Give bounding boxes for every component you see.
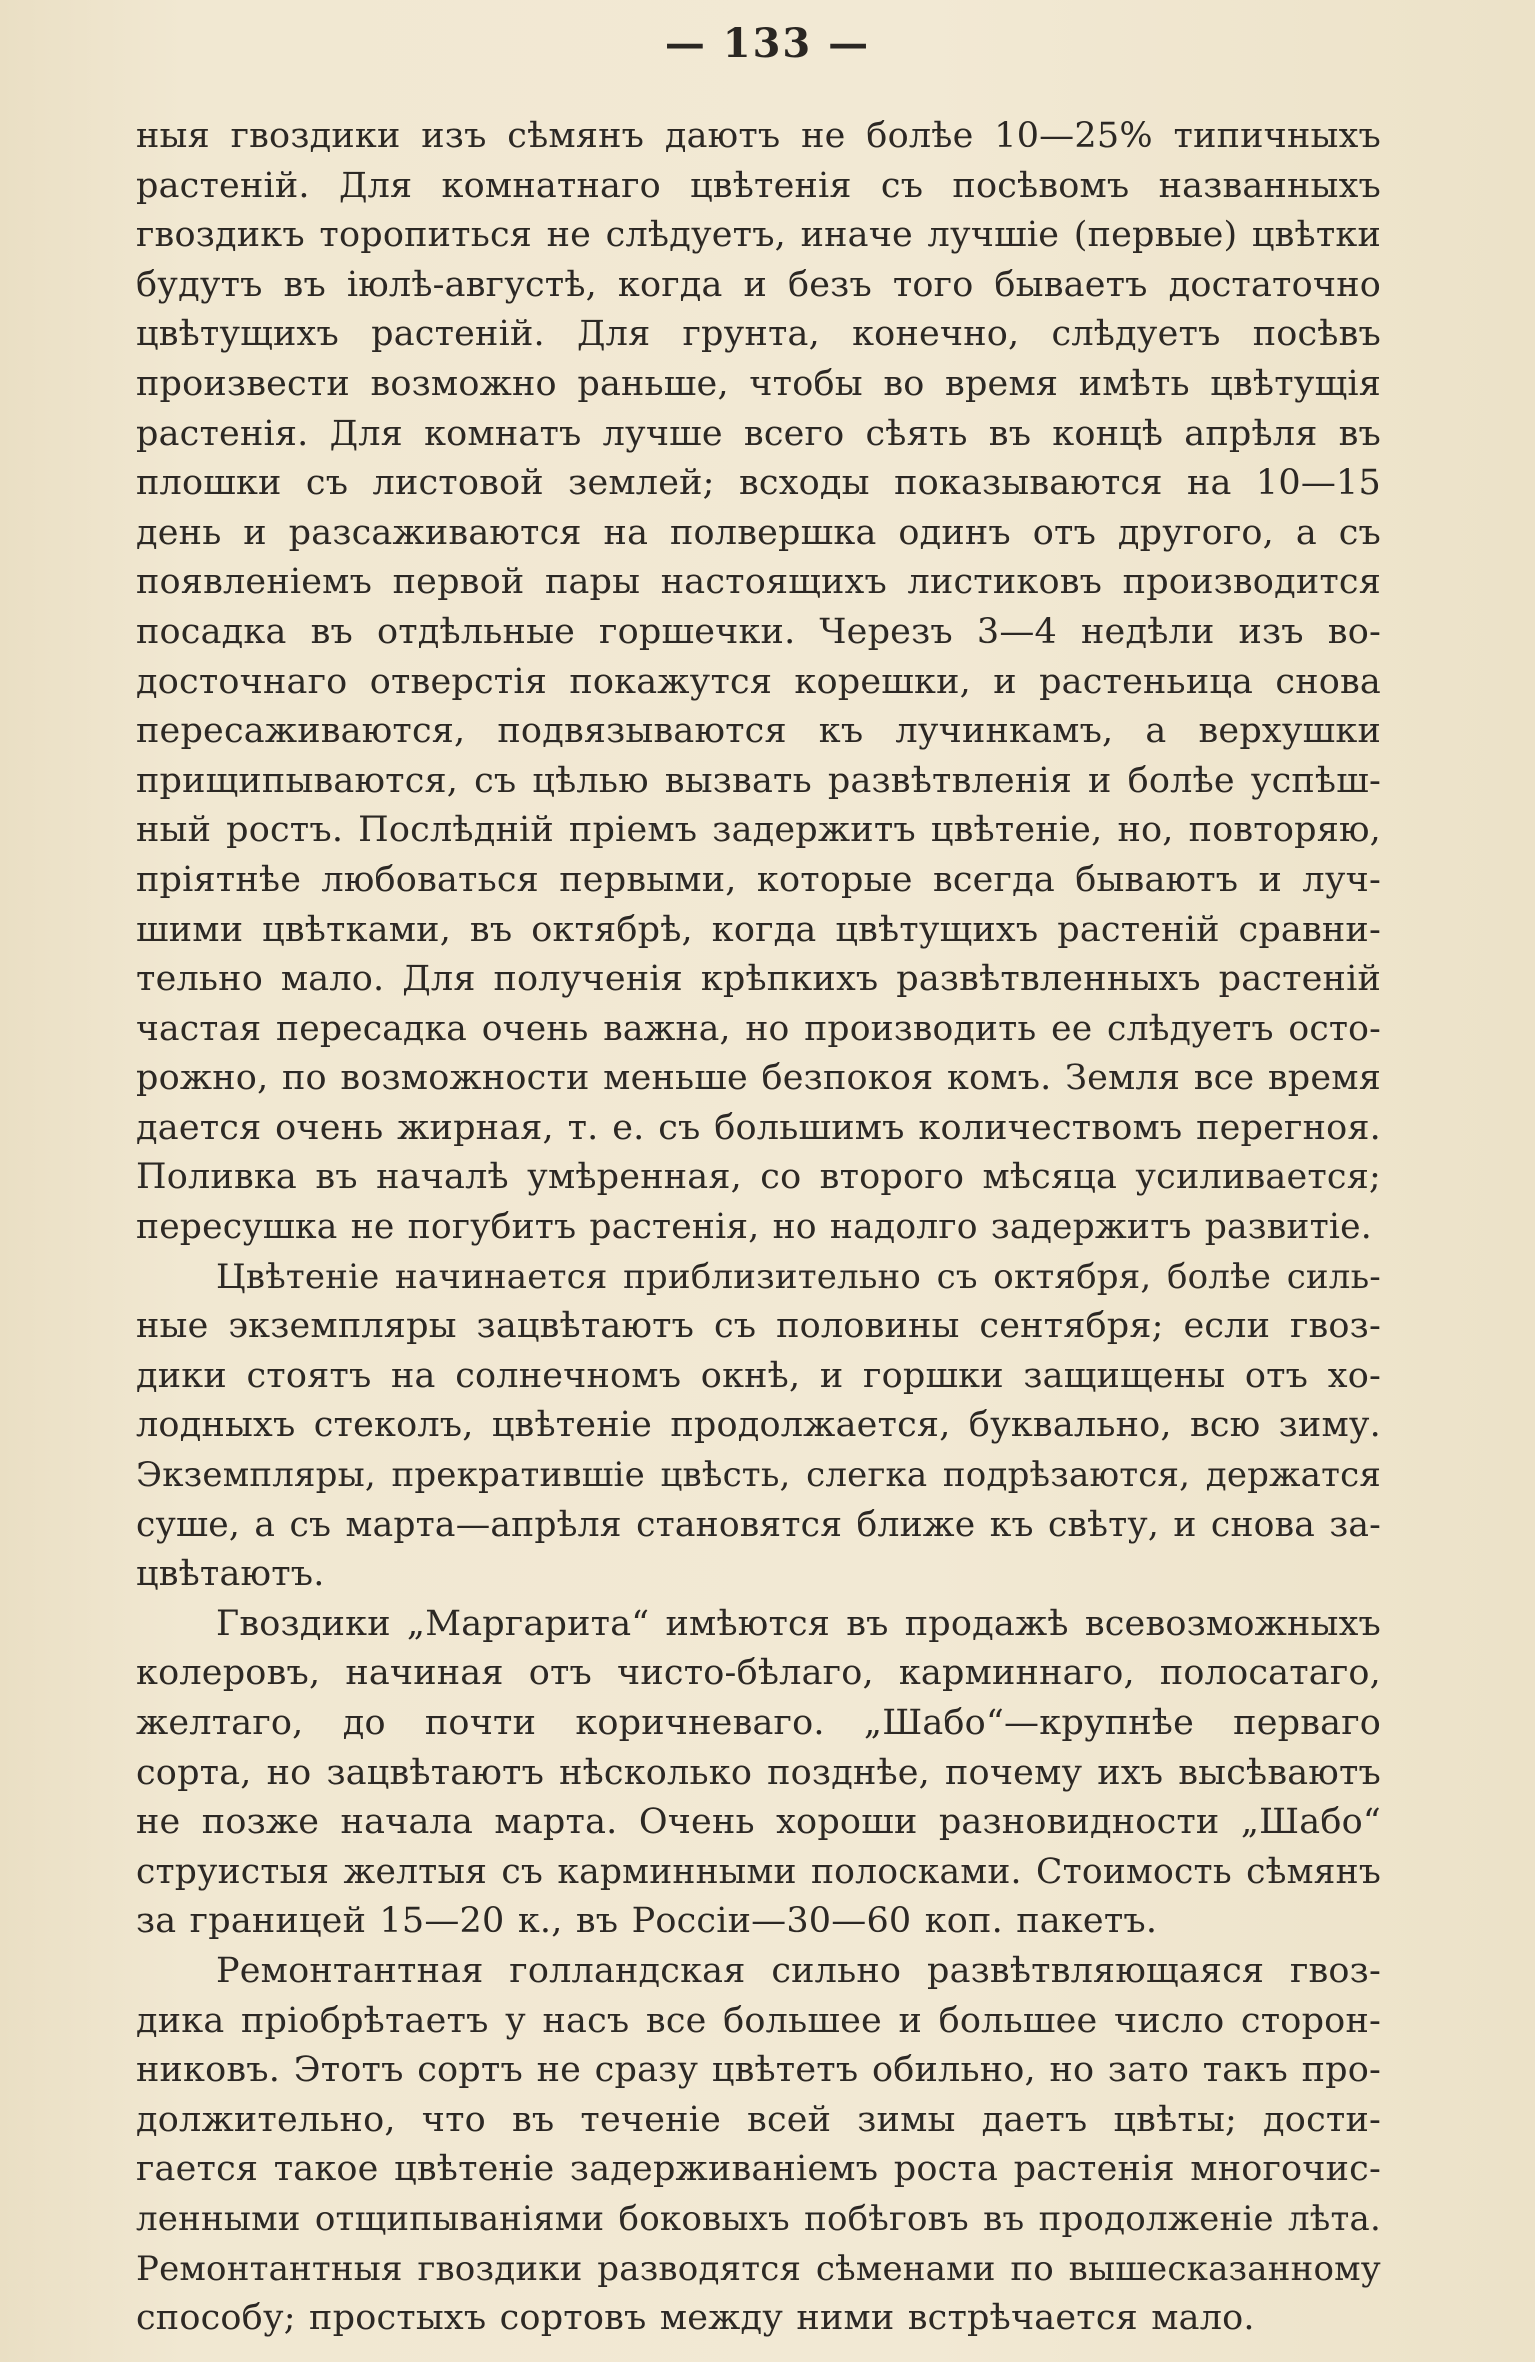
- text-line: появленіемъ первой пары настоящихъ листиковъ производится: [136, 562, 1381, 603]
- text-line: прищипываются, съ цѣлью вызвать развѣтвленія и болѣе успѣш-: [136, 760, 1381, 801]
- text-line: растенія. Для комнатъ лучше всего сѣять въ концѣ апрѣля въ: [136, 413, 1381, 454]
- page-number: — 133 —: [664, 20, 871, 67]
- text-line: Ремонтантная голландская сильно развѣтвляющаяся гвоз-: [216, 1950, 1381, 1991]
- paragraph-1: [136, 112, 1381, 1253]
- text-line: колеровъ, начиная отъ чисто-бѣлаго, карминнаго, полосатаго,: [136, 1653, 1381, 1694]
- paragraph-3: [136, 1600, 1381, 1947]
- text-line: посадка въ отдѣльные горшечки. Черезъ 3—4 недѣли изъ во-: [136, 611, 1381, 652]
- text-line: тельно мало. Для полученія крѣпкихъ развѣтвленныхъ растеній: [136, 959, 1381, 1000]
- text-line: пересушка не погубитъ растенія, но надолго задержитъ развитіе.: [136, 1207, 1372, 1248]
- text-line: должительно, что въ теченіе всей зимы даетъ цвѣты; дости-: [136, 2099, 1381, 2140]
- text-line: дается очень жирная, т. е. съ большимъ количествомъ перегноя.: [136, 1107, 1381, 1148]
- text-line: за границей 15—20 к., въ Россіи—30—60 коп. пакетъ.: [136, 1901, 1158, 1942]
- text-line: ный ростъ. Послѣдній пріемъ задержитъ цвѣтеніе, но, повторяю,: [136, 810, 1381, 851]
- text-line: досточнаго отверстія покажутся корешки, и растеньица снова: [136, 661, 1381, 702]
- text-line: будутъ въ іюлѣ-августѣ, когда и безъ того бываетъ достаточно: [136, 264, 1381, 305]
- text-line: пересаживаются, подвязываются къ лучинкамъ, а верхушки: [136, 711, 1381, 752]
- text-line: гвоздикъ торопиться не слѣдуетъ, иначе лучшіе (первые) цвѣтки: [136, 215, 1381, 256]
- text-line: день и разсаживаются на полвершка одинъ отъ другого, а съ: [136, 512, 1381, 553]
- text-line: Гвоздики „Маргарита“ имѣются въ продажѣ всевозможныхъ: [216, 1603, 1381, 1644]
- text-line: ные экземпляры зацвѣтаютъ съ половины сентября; если гвоз-: [136, 1306, 1381, 1347]
- text-line: Экземпляры, прекратившіе цвѣсть, слегка подрѣзаются, держатся: [136, 1455, 1381, 1496]
- text-line: лодныхъ стеколъ, цвѣтеніе продолжается, буквально, всю зиму.: [136, 1405, 1381, 1446]
- text-line: способу; простыхъ сортовъ между ними встрѣчается мало.: [136, 2298, 1255, 2339]
- text-line: растеній. Для комнатнаго цвѣтенія съ посѣвомъ названныхъ: [136, 165, 1381, 206]
- text-line: частая пересадка очень важна, но производить ее слѣдуетъ осто-: [136, 1008, 1381, 1049]
- text-line: никовъ. Этотъ сортъ не сразу цвѣтетъ обильно, но зато такъ про-: [136, 2050, 1381, 2091]
- text-line: дики стоятъ на солнечномъ окнѣ, и горшки защищены отъ хо-: [136, 1355, 1381, 1396]
- text-line: ныя гвоздики изъ сѣмянъ даютъ не болѣе 10—25% типичныхъ: [136, 116, 1381, 156]
- text-line: пріятнѣе любоваться первыми, которые всегда бываютъ и луч-: [136, 859, 1381, 900]
- text-line: Поливка въ началѣ умѣренная, со второго мѣсяца усиливается;: [136, 1157, 1381, 1198]
- paragraph-4: [136, 1947, 1381, 2344]
- text-line: Ремонтантныя гвоздики разводятся сѣменами по вышесказанному: [136, 2248, 1381, 2289]
- text-line: рожно, по возможности меньше безпокоя комъ. Земля все время: [136, 1058, 1381, 1099]
- text-line: дика пріобрѣтаетъ у насъ все большее и большее число сторон-: [136, 2000, 1381, 2041]
- text-line: цвѣтаютъ.: [136, 1554, 325, 1595]
- text-line: плошки съ листовой землей; всходы показываются на 10—15: [136, 463, 1381, 504]
- text-line: Цвѣтеніе начинается приблизительно съ октября, болѣе силь-: [216, 1256, 1381, 1297]
- text-line: гается такое цвѣтеніе задерживаніемъ роста растенія многочис-: [136, 2149, 1381, 2190]
- text-line: произвести возможно раньше, чтобы во время имѣть цвѣтущія: [136, 363, 1381, 404]
- paragraph-2: [136, 1253, 1381, 1600]
- text-line: не позже начала марта. Очень хороши разновидности „Шабо“: [136, 1802, 1381, 1843]
- text-line: суше, а съ марта—апрѣля становятся ближе къ свѣту, и снова за-: [136, 1504, 1381, 1545]
- text-line: цвѣтущихъ растеній. Для грунта, конечно, слѣдуетъ посѣвъ: [136, 314, 1381, 355]
- text-line: струистыя желтыя съ карминными полосками. Стоимость сѣмянъ: [136, 1851, 1381, 1892]
- text-line: сорта, но зацвѣтаютъ нѣсколько позднѣе, почему ихъ высѣваютъ: [136, 1752, 1381, 1793]
- text-line: шими цвѣтками, въ октябрѣ, когда цвѣтущихъ растеній сравни-: [136, 909, 1381, 950]
- text-line: желтаго, до почти коричневаго. „Шабо“—крупнѣе перваго: [136, 1703, 1381, 1743]
- text-line: ленными отщипываніями боковыхъ побѣговъ въ продолженіе лѣта.: [136, 2198, 1381, 2239]
- text-body: [136, 112, 1381, 2344]
